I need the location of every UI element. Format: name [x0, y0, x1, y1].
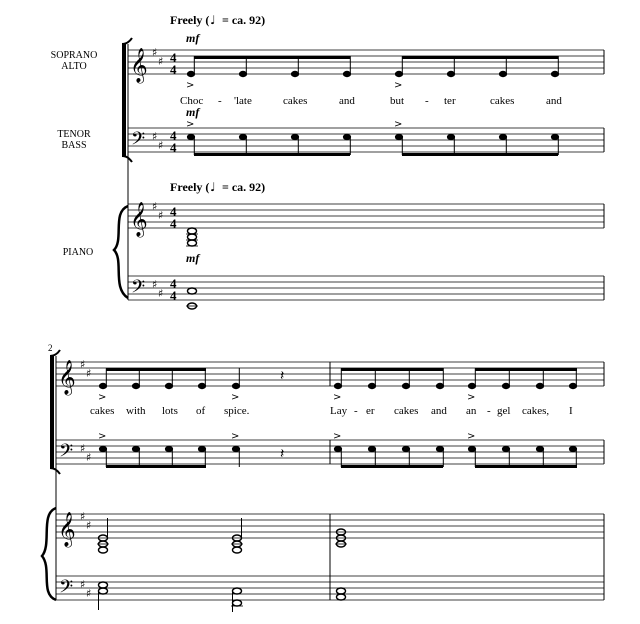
piano-brace [114, 206, 128, 298]
accent-mark: > [394, 80, 403, 91]
time-sig-denominator: 4 [170, 216, 177, 231]
svg-text:= ca. 92): = ca. 92) [222, 180, 266, 194]
bass-label: BASS [61, 140, 87, 151]
accent-mark: > [333, 392, 342, 403]
sharp-icon: ♯ [158, 139, 164, 152]
lyric-syllable: of [196, 405, 206, 417]
accent-mark: > [98, 392, 107, 403]
staff-soprano-alto [128, 50, 604, 74]
bass-clef-icon: 𝄢 [59, 577, 74, 602]
accent-mark: > [467, 392, 476, 403]
sharp-icon: ♯ [80, 578, 86, 591]
bass-clef-icon: 𝄢 [131, 129, 146, 154]
piano-bass-chord-sys1 [186, 288, 198, 309]
sharp-icon: ♯ [152, 278, 158, 291]
treble-clef-icon: 𝄞 [130, 202, 148, 237]
accent-mark: > [231, 392, 240, 403]
sharp-icon: ♯ [152, 46, 158, 59]
measure-number: 2 [48, 343, 53, 353]
lyric-syllable: spice. [224, 405, 250, 417]
lyric-syllable: ter [444, 95, 456, 107]
sharp-icon: ♯ [86, 519, 92, 532]
lyric-hyphen: - [218, 95, 222, 107]
accent-mark: > [467, 431, 476, 442]
svg-text:Freely (: Freely ( [170, 180, 210, 194]
lyric-syllable: and [339, 95, 355, 107]
treble-clef-icon: 𝄞 [58, 360, 76, 395]
lyric-syllable: an [466, 405, 477, 417]
lyric-syllable: cakes [490, 95, 515, 107]
accent-mark: > [186, 80, 195, 91]
tenor-label: TENOR [57, 129, 91, 140]
tb-notes-sys1 [186, 119, 559, 156]
accent-mark: > [394, 119, 403, 130]
time-sig-numerator: 4 [170, 128, 177, 143]
svg-text:♩: ♩ [210, 13, 216, 27]
lyric-hyphen: - [354, 405, 358, 417]
accent-mark: > [333, 431, 342, 442]
lyric-syllable: lots [162, 405, 178, 417]
sa-notes-sys2 [98, 368, 577, 403]
lyric-syllable: er [366, 405, 375, 417]
treble-clef-icon: 𝄞 [58, 512, 76, 547]
quarter-rest-icon: 𝄽 [280, 446, 285, 462]
lyric-syllable: gel [497, 405, 511, 417]
lyric-syllable: with [126, 405, 146, 417]
lyric-syllable: but [390, 95, 405, 107]
time-sig-denominator: 4 [170, 288, 177, 303]
dynamic-mf-soprano: mf [186, 31, 200, 45]
accent-mark: > [98, 431, 107, 442]
sharp-icon: ♯ [80, 510, 86, 523]
lyric-syllable: cakes, [522, 405, 550, 417]
bass-clef-icon: 𝄢 [59, 441, 74, 466]
sharp-icon: ♯ [86, 451, 92, 464]
lyrics-sys1 [180, 95, 562, 107]
bracket-bottom-hook [122, 156, 132, 162]
treble-clef-icon: 𝄞 [130, 48, 148, 83]
dynamic-mf-tenor: mf [186, 105, 200, 119]
lyric-syllable: cakes [283, 95, 308, 107]
time-sig-numerator: 4 [170, 204, 177, 219]
bracket-top-hook [122, 38, 132, 44]
tb-notes-sys2 [98, 431, 577, 468]
sharp-icon: ♯ [80, 442, 86, 455]
lyric-syllable: cakes [90, 405, 115, 417]
piano-bass-chords-sys2 [99, 582, 346, 612]
lyric-hyphen: - [425, 95, 429, 107]
sharp-icon: ♯ [158, 287, 164, 300]
time-sig-denominator: 4 [170, 62, 177, 77]
lyric-syllable: Lay [330, 405, 348, 417]
piano-brace [42, 508, 56, 600]
staff-piano-bass [128, 276, 604, 300]
time-sig-denominator: 4 [170, 140, 177, 155]
piano-treble-chord-sys1 [186, 228, 198, 246]
sharp-icon: ♯ [86, 587, 92, 600]
lyric-syllable: and [431, 405, 447, 417]
lyric-syllable: 'late [234, 95, 252, 107]
time-sig-numerator: 4 [170, 50, 177, 65]
lyric-syllable: and [546, 95, 562, 107]
accent-mark: > [186, 119, 195, 130]
sharp-icon: ♯ [158, 209, 164, 222]
sharp-icon: ♯ [158, 55, 164, 68]
piano-label: PIANO [62, 247, 94, 258]
sharp-icon: ♯ [152, 130, 158, 143]
sa-notes-sys1 [186, 56, 559, 91]
bass-clef-icon: 𝄢 [131, 277, 146, 302]
lyric-syllable: Choc [180, 95, 204, 107]
staff-piano-treble [128, 204, 604, 228]
sharp-icon: ♯ [152, 200, 158, 213]
sharp-icon: ♯ [86, 367, 92, 380]
soprano-label: SOPRANO [50, 50, 98, 61]
lyric-syllable: I [569, 405, 573, 417]
alto-label: ALTO [61, 61, 87, 72]
quarter-rest-icon: 𝄽 [280, 368, 285, 384]
dynamic-mf-piano: mf [186, 251, 200, 265]
lyric-hyphen: - [487, 405, 491, 417]
staff-tenor-bass [128, 128, 604, 152]
lyric-syllable: cakes [394, 405, 419, 417]
svg-text:♩: ♩ [210, 180, 216, 194]
tempo-marking-piano [170, 180, 265, 194]
sharp-icon: ♯ [80, 358, 86, 371]
time-sig-numerator: 4 [170, 276, 177, 291]
svg-text:= ca. 92): = ca. 92) [222, 13, 266, 27]
piano-treble-chords-sys2 [97, 518, 347, 553]
lyrics-sys2 [90, 405, 573, 417]
tempo-marking-choir [170, 13, 265, 27]
accent-mark: > [231, 431, 240, 442]
bracket-bottom-hook [50, 468, 60, 474]
svg-text:Freely (: Freely ( [170, 13, 210, 27]
